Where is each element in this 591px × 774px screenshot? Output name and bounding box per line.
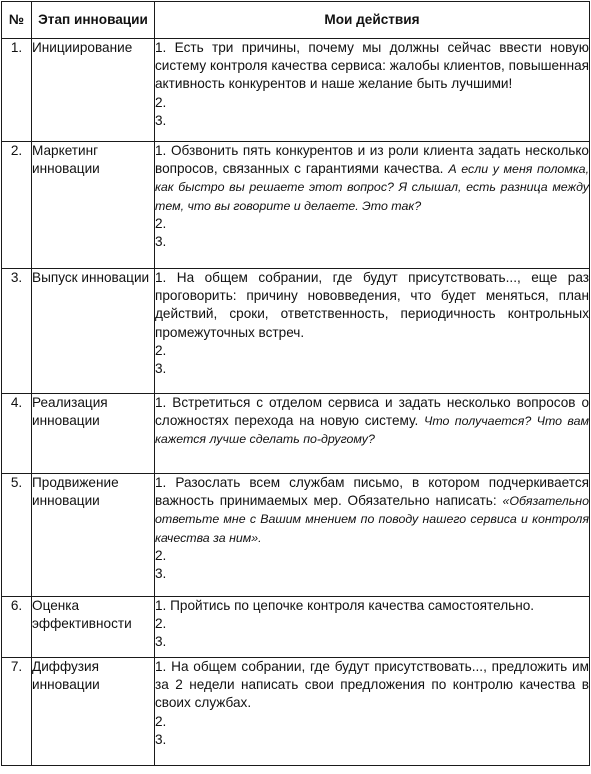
action-item-1 [155, 597, 589, 615]
row-stage: Реализация инновации [32, 394, 155, 474]
row-actions [155, 142, 590, 269]
action-item-1 [155, 474, 589, 547]
action-item-1 [155, 394, 589, 449]
row-number: 1. [2, 39, 32, 142]
table-header-row [2, 2, 590, 39]
row-number: 2. [2, 142, 32, 269]
header-number: № [2, 2, 32, 39]
action-item-1 [155, 269, 589, 342]
action-italic-text: «Обязательно ответьте мне с Вашим мнением по поводу нашего сервиса и контроля качества за ним». [155, 494, 589, 545]
table-row [2, 394, 590, 474]
action-item-2: 2. [155, 342, 167, 358]
row-number: 5. [2, 474, 32, 597]
row-number: 7. [2, 658, 32, 766]
header-stage [32, 2, 155, 39]
action-item-3: 3. [155, 731, 167, 747]
action-text: 1. Разослать всем службам письмо, в котором подчеркивается важность принимаемых мер. Обязательно написать: [155, 475, 589, 509]
row-actions [155, 658, 590, 766]
action-item-3: 3. [155, 634, 167, 650]
action-item-3: 3. [155, 234, 167, 250]
row-stage: Выпуск инновации [32, 269, 155, 394]
action-item-1 [155, 658, 589, 713]
action-item-2: 2. [155, 713, 167, 729]
table-row [2, 39, 590, 142]
table-row [2, 269, 590, 394]
action-item-3: 3. [155, 112, 167, 128]
action-text: 1. Есть три причины, почему мы должны сейчас ввести новую систему контроля качества сервиса: жалобы клиентов, повышенная активность конкурентов и наше желание быть лучшими! [155, 40, 589, 92]
action-text: 1. На общем собрании, где будут присутствовать..., еще раз проговорить: причину нововведения, что будет меняться, план действий, сроки, ответственность, периодичность контрольных промежуточных встреч. [155, 270, 589, 340]
row-number: 3. [2, 269, 32, 394]
action-text: 1. Пройтись по цепочке контроля качества самостоятельно. [155, 598, 535, 613]
row-stage: Продвижение инновации [32, 474, 155, 597]
action-italic-text: Что получается? Что вам кажется лучше сделать по-другому? [155, 414, 589, 447]
action-item-1 [155, 142, 589, 215]
row-stage: Диффузия инновации [32, 658, 155, 766]
row-actions [155, 39, 590, 142]
action-item-2: 2. [155, 215, 167, 231]
table-row [2, 142, 590, 269]
row-number: 6. [2, 597, 32, 658]
header-stage-label: Этап инновации [38, 12, 148, 27]
action-text: 1. На общем собрании, где будут присутствовать..., предложить им за 2 недели написать свои предложения по контролю качества в своих службах. [155, 659, 589, 711]
action-item-2: 2. [155, 547, 167, 563]
table-row [2, 658, 590, 766]
table-row [2, 474, 590, 597]
row-actions [155, 394, 590, 474]
header-actions: Мои действия [155, 2, 590, 39]
action-item-2: 2. [155, 616, 167, 632]
row-number: 4. [2, 394, 32, 474]
action-item-3: 3. [155, 361, 167, 377]
row-stage: Оценка эффективности [32, 597, 155, 658]
action-text: 1. Встретиться с отделом сервиса и задать несколько вопросов о сложностях перехода на новую систему. [155, 395, 589, 429]
innovation-actions-table [1, 1, 590, 766]
action-item-2: 2. [155, 94, 167, 110]
action-item-3: 3. [155, 566, 167, 582]
row-stage: Инициирование [32, 39, 155, 142]
row-actions [155, 597, 590, 658]
row-actions [155, 269, 590, 394]
row-actions [155, 474, 590, 597]
action-text: 1. Обзвонить пять конкурентов и из роли клиента задать несколько вопросов, связанных с гарантиями качества. [155, 143, 589, 177]
table-row [2, 597, 590, 658]
action-italic-text: А если у меня поломка, как быстро вы решаете этот вопрос? Я слышал, есть разница между тем, что вы говорите и делаете. Это так? [155, 162, 590, 213]
row-stage: Маркетинг инновации [32, 142, 155, 269]
action-item-1 [155, 39, 589, 94]
